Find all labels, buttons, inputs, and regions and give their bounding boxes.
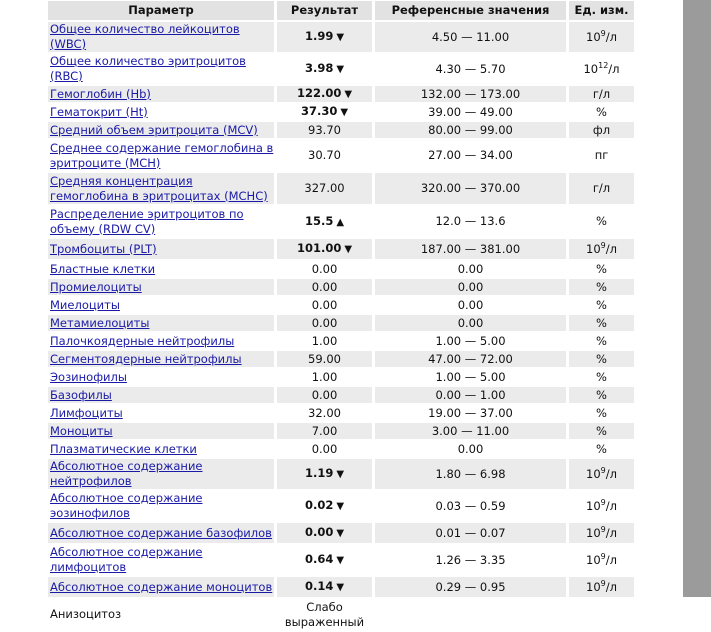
table-row: [48, 206, 634, 237]
result-cell: [277, 333, 372, 349]
reference-cell: [375, 599, 566, 630]
unit-cell: %: [596, 405, 607, 420]
result-value: 0.00: [311, 297, 338, 312]
result-cell: [277, 86, 372, 102]
unit-exponent: 9: [600, 240, 606, 250]
parameter-link[interactable]: Гемоглобин (Hb): [50, 86, 151, 101]
result-cell: [277, 369, 372, 385]
result-cell: [277, 459, 372, 489]
unit-cell: пг: [594, 148, 609, 162]
unit-cell: %: [569, 423, 634, 439]
unit-cell: %: [596, 104, 607, 119]
result-cell: [277, 297, 372, 313]
arrow-down-icon: ▼: [344, 244, 353, 255]
arrow-down-icon: ▼: [336, 582, 345, 593]
parameter-link[interactable]: Общее количество лейкоцитов (WBC): [50, 22, 240, 51]
reference-cell: 0.00: [457, 297, 484, 312]
unit-exponent: 9: [600, 465, 606, 475]
unit-suffix: /л: [608, 61, 620, 76]
parameter-cell: [48, 206, 274, 237]
unit-suffix: /л: [605, 29, 617, 44]
reference-cell: 12.0 — 13.6: [435, 214, 506, 228]
parameter-link[interactable]: Сегментоядерные нейтрофилы: [50, 351, 242, 366]
parameter-cell: [48, 104, 274, 120]
unit-exponent: 9: [600, 497, 606, 507]
unit-cell: [569, 491, 634, 521]
results-table-container: [48, 0, 637, 632]
table-row: [48, 333, 634, 349]
unit-suffix: /л: [605, 552, 617, 567]
result-cell: [277, 54, 372, 84]
unit-cell: [569, 54, 634, 84]
table-row: [48, 86, 634, 102]
reference-cell: 1.00 — 5.00: [435, 333, 506, 348]
unit-exponent: 9: [600, 524, 606, 534]
parameter-cell: [48, 351, 274, 367]
parameter-cell: [48, 297, 274, 313]
parameter-cell: [48, 545, 274, 575]
arrow-down-icon: ▼: [336, 501, 345, 512]
result-cell: [277, 315, 372, 331]
parameter-cell: [48, 333, 274, 349]
result-cell: [277, 423, 372, 439]
reference-cell: 4.30 — 5.70: [435, 61, 506, 76]
parameter-link[interactable]: Моноциты: [50, 423, 113, 438]
parameter-link[interactable]: Лимфоциты: [50, 405, 123, 420]
result-value: 15.5: [304, 213, 334, 228]
unit-cell: %: [596, 261, 607, 276]
parameter-cell: [48, 523, 274, 543]
result-value: 122.00: [296, 86, 342, 100]
unit-base: 10: [586, 241, 601, 256]
parameter-link[interactable]: Абсолютное содержание моноцитов: [50, 579, 273, 594]
table-row: [48, 351, 634, 367]
reference-cell: 0.00: [375, 315, 566, 331]
parameter-link[interactable]: Среднее содержание гемоглобина в эритроците (MCH): [50, 140, 274, 170]
table-row: [48, 140, 634, 171]
table-row: [48, 545, 634, 575]
result-value: 0.00: [311, 261, 338, 276]
unit-suffix: /л: [605, 466, 617, 481]
parameter-cell: [48, 315, 274, 331]
result-value: 1.99: [304, 29, 334, 43]
unit-cell: %: [596, 369, 607, 384]
reference-cell: 0.00: [457, 441, 484, 456]
unit-suffix: /л: [605, 241, 617, 256]
reference-cell: 3.00 — 11.00: [375, 423, 566, 439]
parameter-link[interactable]: Общее количество эритроцитов (RBC): [50, 54, 246, 83]
table-row: [48, 491, 634, 521]
parameter-cell: [48, 599, 274, 630]
unit-cell: %: [569, 279, 634, 295]
unit-cell: %: [596, 441, 607, 456]
unit-cell: [569, 577, 634, 597]
parameter-link[interactable]: Промиелоциты: [50, 279, 142, 294]
result-value: 327.00: [304, 181, 345, 195]
unit-cell: [569, 545, 634, 575]
unit-exponent: 9: [600, 551, 606, 561]
parameter-link[interactable]: Эозинофилы: [50, 369, 127, 384]
unit-exponent: 9: [600, 578, 606, 588]
parameter-link[interactable]: Абсолютное содержание нейтрофилов: [50, 459, 203, 488]
table-row: [48, 239, 634, 259]
parameter-cell: [48, 387, 274, 403]
result-value: 0.00: [311, 315, 338, 330]
table-row: [48, 279, 634, 295]
unit-cell: %: [596, 333, 607, 348]
unit-cell: г/л: [569, 86, 634, 102]
unit-exponent: 9: [600, 28, 606, 38]
reference-cell: 1.00 — 5.00: [435, 369, 506, 384]
reference-cell: 187.00 — 381.00: [375, 239, 566, 259]
header-result: Результат: [277, 1, 372, 20]
unit-cell: [569, 459, 634, 489]
reference-cell: 39.00 — 49.00: [428, 104, 513, 119]
unit-cell: %: [596, 297, 607, 312]
header-unit: Ед. изм.: [569, 1, 634, 20]
table-row: [48, 297, 634, 313]
reference-cell: 0.29 — 0.95: [375, 577, 566, 597]
reference-cell: 1.80 — 6.98: [375, 459, 566, 489]
result-value: 30.70: [308, 148, 341, 162]
table-row: [48, 423, 634, 439]
parameter-cell: [48, 173, 274, 204]
unit-suffix: /л: [605, 579, 617, 594]
parameter-cell: [48, 54, 274, 84]
parameter-cell: [48, 369, 274, 385]
result-value: 93.70: [308, 122, 341, 137]
result-cell: [277, 405, 372, 421]
result-cell: [277, 351, 372, 367]
parameter-link[interactable]: Миелоциты: [50, 297, 120, 312]
result-value: 3.98: [304, 61, 334, 75]
parameter-label: Анизоцитоз: [50, 607, 122, 621]
arrow-down-icon: ▼: [340, 107, 349, 118]
table-row: [48, 122, 634, 138]
arrow-down-icon: ▼: [336, 64, 345, 75]
unit-cell: [569, 599, 634, 630]
parameter-cell: [48, 279, 274, 295]
parameter-link[interactable]: Средний объем эритроцита (MCV): [50, 122, 258, 137]
result-value: 101.00: [296, 241, 342, 255]
parameter-cell: [48, 22, 274, 52]
reference-cell: 0.00: [457, 261, 484, 276]
result-value: 0.00: [311, 387, 338, 402]
reference-cell: 47.00 — 72.00: [375, 351, 566, 367]
parameter-link[interactable]: Бластные клетки: [50, 261, 156, 276]
result-value: 1.00: [311, 333, 338, 348]
result-value: 1.00: [311, 369, 338, 384]
table-row: [48, 104, 634, 120]
parameter-cell: [48, 423, 274, 439]
result-cell: [277, 206, 372, 237]
reference-cell: 0.00 — 1.00: [375, 387, 566, 403]
arrow-down-icon: ▼: [336, 555, 345, 566]
result-cell: [277, 140, 372, 171]
table-row: [48, 523, 634, 543]
result-cell: [277, 122, 372, 138]
unit-base: 10: [583, 61, 599, 76]
reference-cell: 0.01 — 0.07: [375, 523, 566, 543]
parameter-link[interactable]: Тромбоциты (PLT): [50, 241, 157, 256]
unit-suffix: /л: [605, 498, 617, 513]
reference-cell: 0.00: [375, 279, 566, 295]
table-body: [48, 22, 634, 630]
parameter-cell: [48, 405, 274, 421]
table-header-row: [48, 1, 634, 20]
arrow-down-icon: ▼: [336, 469, 345, 480]
parameter-cell: [48, 239, 274, 259]
unit-suffix: /л: [605, 525, 617, 540]
result-value: 0.64: [304, 552, 334, 566]
result-cell: [277, 441, 372, 457]
unit-cell: [569, 523, 634, 543]
arrow-up-icon: ▲: [336, 216, 345, 228]
parameter-cell: [48, 459, 274, 489]
parameter-cell: [48, 86, 274, 102]
parameter-cell: [48, 441, 274, 457]
parameter-link[interactable]: Распределение эритроцитов по объему (RDW CV): [50, 206, 244, 236]
unit-cell: %: [569, 315, 634, 331]
reference-cell: 320.00 — 370.00: [375, 173, 566, 204]
parameter-link[interactable]: Абсолютное содержание эозинофилов: [50, 491, 203, 520]
result-value: 32.00: [308, 405, 341, 420]
reference-cell: 27.00 — 34.00: [428, 148, 513, 162]
arrow-down-icon: ▼: [344, 89, 353, 100]
parameter-link[interactable]: Абсолютное содержание базофилов: [50, 525, 272, 540]
reference-cell: 0.03 — 0.59: [435, 498, 506, 513]
parameter-link[interactable]: Метамиелоциты: [50, 315, 150, 330]
unit-base: 10: [586, 525, 601, 540]
result-value: 0.00: [311, 279, 338, 294]
parameter-link[interactable]: Средняя концентрация гемоглобина в эритроцитах (MCHC): [50, 173, 268, 203]
table-row: [48, 405, 634, 421]
table-row: [48, 459, 634, 489]
result-value: Слабо выраженный: [284, 599, 365, 629]
parameter-link[interactable]: Палочкоядерные нейтрофилы: [50, 333, 235, 348]
unit-cell: [569, 22, 634, 52]
result-value: 0.00: [304, 525, 334, 539]
table-row: [48, 261, 634, 277]
parameter-link[interactable]: Гематокрит (Ht): [50, 104, 148, 119]
result-cell: [277, 173, 372, 204]
result-cell: [277, 104, 372, 120]
parameter-cell: [48, 122, 274, 138]
result-value: 0.14: [304, 579, 334, 593]
result-value: 37.30: [300, 104, 338, 118]
parameter-link[interactable]: Абсолютное содержание лимфоцитов: [50, 545, 203, 574]
result-value: 1.19: [304, 466, 334, 480]
result-cell: [277, 545, 372, 575]
unit-cell: %: [569, 351, 634, 367]
result-cell: [277, 22, 372, 52]
table-row: [48, 577, 634, 597]
result-value: 0.02: [304, 498, 334, 512]
unit-cell: г/л: [569, 173, 634, 204]
arrow-down-icon: ▼: [336, 32, 345, 43]
reference-cell: 19.00 — 37.00: [428, 405, 513, 420]
result-cell: [277, 279, 372, 295]
unit-base: 10: [586, 498, 601, 513]
blood-test-results-table: [45, 0, 637, 632]
result-cell: [277, 239, 372, 259]
unit-cell: [569, 239, 634, 259]
table-row: [48, 315, 634, 331]
reference-cell: 80.00 — 99.00: [375, 122, 566, 138]
result-cell: [277, 599, 372, 630]
unit-base: 10: [586, 552, 601, 567]
table-row: [48, 22, 634, 52]
unit-cell: фл: [569, 122, 634, 138]
result-value: 7.00: [311, 423, 338, 438]
header-reference: Референсные значения: [375, 1, 566, 20]
table-row: [48, 369, 634, 385]
table-row: [48, 441, 634, 457]
unit-base: 10: [586, 29, 601, 44]
parameter-cell: [48, 491, 274, 521]
result-cell: [277, 387, 372, 403]
unit-cell: %: [569, 387, 634, 403]
result-cell: [277, 523, 372, 543]
result-value: 0.00: [311, 441, 338, 456]
parameter-link[interactable]: Базофилы: [50, 387, 112, 402]
result-cell: [277, 577, 372, 597]
unit-cell: %: [596, 214, 607, 228]
result-cell: [277, 491, 372, 521]
table-row: [48, 173, 634, 204]
reference-cell: 4.50 — 11.00: [375, 22, 566, 52]
header-parameter: Параметр: [48, 1, 274, 20]
unit-base: 10: [586, 466, 601, 481]
unit-base: 10: [586, 579, 601, 594]
reference-cell: 1.26 — 3.35: [435, 552, 506, 567]
arrow-down-icon: ▼: [336, 528, 345, 539]
scrollbar[interactable]: [683, 0, 711, 597]
parameter-cell: [48, 261, 274, 277]
reference-cell: 132.00 — 173.00: [375, 86, 566, 102]
result-cell: [277, 261, 372, 277]
parameter-cell: [48, 140, 274, 171]
table-row: [48, 599, 634, 630]
table-row: [48, 54, 634, 84]
result-value: 59.00: [308, 351, 341, 366]
parameter-cell: [48, 577, 274, 597]
table-row: [48, 387, 634, 403]
unit-exponent: 12: [598, 60, 609, 70]
parameter-link[interactable]: Плазматические клетки: [50, 441, 197, 456]
